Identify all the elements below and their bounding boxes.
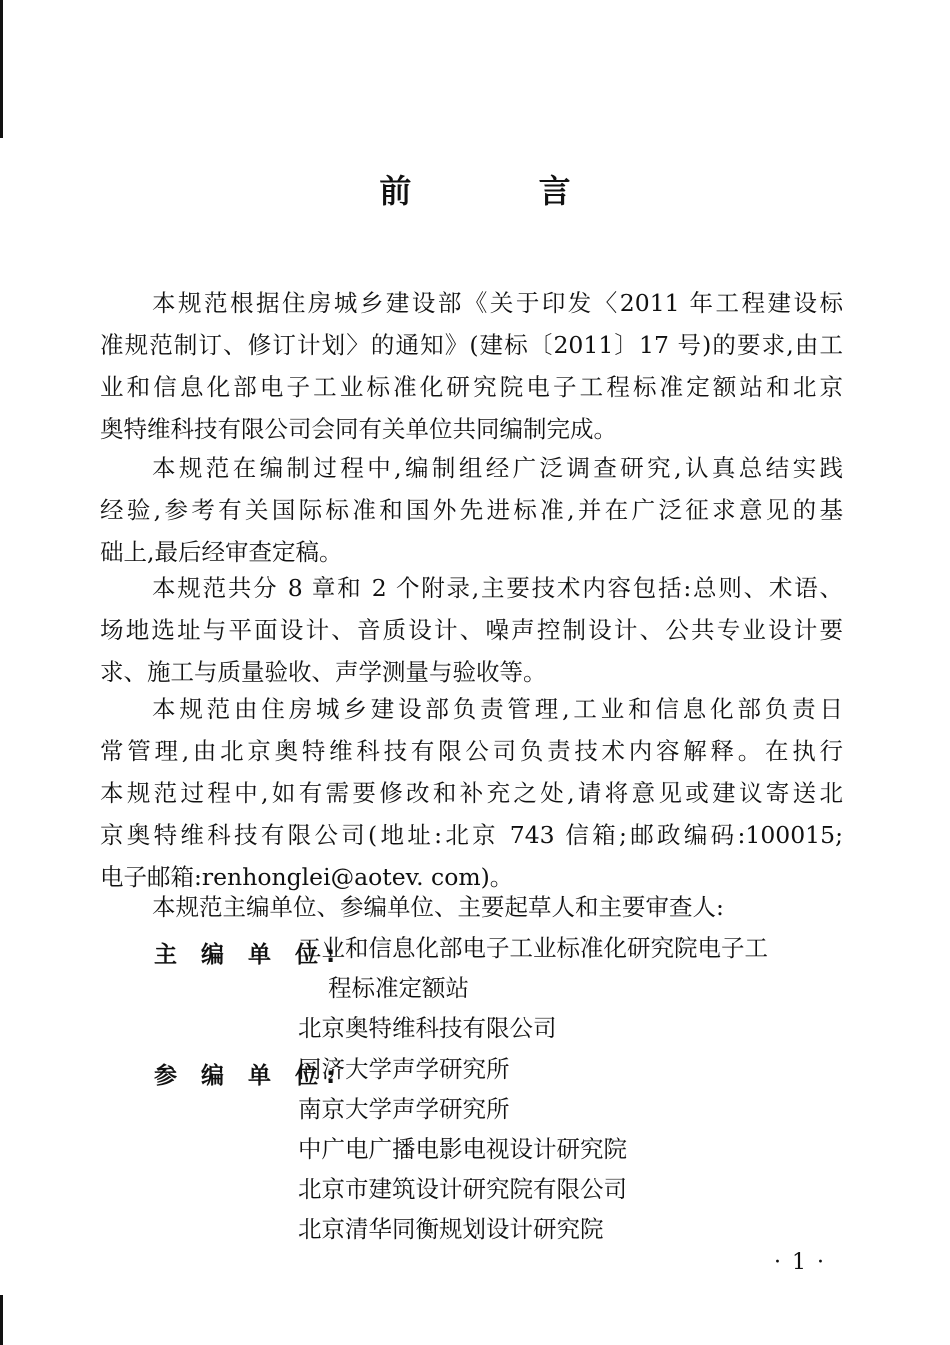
text-line: 准规范制订、修订计划〉的通知》(建标〔2011〕17 号)的要求,由工 bbox=[100, 331, 843, 359]
scan-edge-mark-top bbox=[0, 0, 3, 138]
text-line: 本规范根据住房城乡建设部《关于印发〈2011 年工程建设标 bbox=[152, 289, 843, 317]
text-line: 本规范在编制过程中,编制组经广泛调查研究,认真总结实践 bbox=[152, 454, 843, 482]
participating-units-label: 参 编 单 位: bbox=[154, 1063, 344, 1089]
scan-edge-mark-bottom bbox=[0, 1295, 3, 1345]
text-line: 经验,参考有关国际标准和国外先进标准,并在广泛征求意见的基 bbox=[100, 496, 843, 524]
page-number: · 1 · bbox=[774, 1250, 826, 1275]
page-title: 前 言 bbox=[379, 172, 629, 210]
text-line: 场地选址与平面设计、音质设计、噪声控制设计、公共专业设计要 bbox=[100, 616, 843, 644]
text-line: 业和信息化部电子工业标准化研究院电子工程标准定额站和北京 bbox=[100, 373, 843, 401]
participating-unit-line: 北京清华同衡规划设计研究院 bbox=[298, 1215, 604, 1243]
participating-unit-line: 同济大学声学研究所 bbox=[298, 1055, 510, 1083]
chief-unit-line: 北京奥特维科技有限公司 bbox=[298, 1014, 557, 1042]
text-line: 本规范共分 8 章和 2 个附录,主要技术内容包括:总则、术语、 bbox=[152, 574, 843, 602]
text-line: 础上,最后经审查定稿。 bbox=[100, 538, 343, 566]
text-line: 电子邮箱:renhonglei@aotev. com)。 bbox=[100, 863, 514, 891]
chief-unit-line: 工业和信息化部电子工业标准化研究院电子工 bbox=[298, 934, 768, 962]
preface-paragraph-1 bbox=[100, 282, 843, 450]
preface-paragraph-3 bbox=[100, 567, 843, 693]
text-line: 求、施工与质量验收、声学测量与验收等。 bbox=[100, 658, 547, 686]
preface-paragraph-5 bbox=[100, 886, 843, 928]
chief-unit-line: 程标准定额站 bbox=[328, 974, 469, 1002]
preface-paragraph-2 bbox=[100, 447, 843, 573]
text-line: 本规范过程中,如有需要修改和补充之处,请将意见或建议寄送北 bbox=[100, 779, 843, 807]
text-line: 奥特维科技有限公司会同有关单位共同编制完成。 bbox=[100, 415, 617, 443]
participating-unit-line: 南京大学声学研究所 bbox=[298, 1095, 510, 1123]
text-line: 京奥特维科技有限公司(地址:北京 743 信箱;邮政编码:100015; bbox=[100, 821, 843, 849]
text-line: 本规范主编单位、参编单位、主要起草人和主要审查人: bbox=[152, 893, 724, 921]
participating-unit-line: 北京市建筑设计研究院有限公司 bbox=[298, 1175, 627, 1203]
text-line: 常管理,由北京奥特维科技有限公司负责技术内容解释。在执行 bbox=[100, 737, 843, 765]
participating-unit-line: 中广电广播电影电视设计研究院 bbox=[298, 1135, 627, 1163]
text-line: 本规范由住房城乡建设部负责管理,工业和信息化部负责日 bbox=[152, 695, 843, 723]
preface-paragraph-4 bbox=[100, 688, 843, 898]
chief-units-label: 主 编 单 位: bbox=[154, 942, 344, 968]
